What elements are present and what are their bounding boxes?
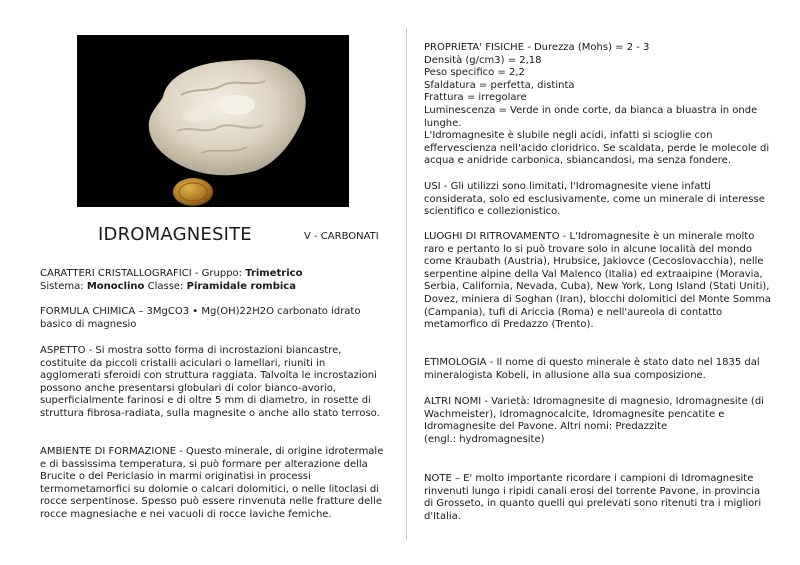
altri-nomi-english: (engl.: hydromagnesite) [424, 433, 545, 445]
altri-nomi-text: ALTRI NOMI - Varietà: Idromagnesite di magnesio, Idromagnesite (di Wachmeister), Idromagnocalcite, Idromagnesite pencatite e Idromagnesite del Pavone. Altri nomi: Predazzite [424, 396, 764, 433]
proprieta-line: Luminescenza = Verde in onde corte, da bianca a bluastra in onde lunghe. [424, 104, 758, 129]
mineral-photo [77, 35, 349, 207]
class-label: Classe: [144, 280, 187, 292]
proprieta-line: L'Idromagnesite è slubile negli acidi, infatti si scioglie con effervescienza nell'acido cloridrico. Se scaldata, perde le molecole di acqua e anidride carbonica, sbiancandosi, ma senza fondere. [424, 130, 770, 167]
etimologia-section: ETIMOLOGIA - Il nome di questo minerale è stato dato nel 1835 dal mineralogista Kobeli, in allusione alla sua composizione. [424, 357, 760, 381]
proprieta-line: Peso specifico = 2,2 [424, 67, 525, 79]
proprieta-line: PROPRIETA' FISICHE - Durezza (Mohs) = 2 - 3 [424, 42, 650, 53]
altri-nomi-section [424, 396, 772, 446]
title-row [40, 225, 388, 247]
ambiente-section: AMBIENTE DI FORMAZIONE - Questo minerale, di origine idrotermale e di bassissima temperatura, si può formare per alterazione della Brucite o del Periclasio in marmi originatisi in processi termometamorfici su dolomie o calcari dolomitici, o nelle litoclasi di rocce serpentinose. Spesso può essere rinvenuta nelle fratture delle rocce magnesiache e nei vacuoli di rocce laviche femiche. [40, 446, 384, 520]
usi-section: USI - Gli utilizzi sono limitati, l'Idromagnesite viene infatti considerata, solo ed esclusivamente, come un minerale di interesse scientifico e collezionistico. [424, 181, 765, 218]
aspetto-section: ASPETTO - Si mostra sotto forma di incrostazioni biancastre, costituite da piccoli cristalli aciculari o lamellari, riuniti in agglomerati sferoidi con struttura raggiata. Talvolta le incrostazioni possono anche presentarsi globulari di color bianco-avorio, superficialmente farinosi e di oltre 5 mm di diametro, in rosette di struttura fibrosa-radiata, sulla magnesite o anche allo stato terroso. [40, 345, 380, 419]
crystal-system: Monoclino [86, 280, 145, 292]
proprieta-line: Densità (g/cm3) = 2,18 [424, 54, 542, 66]
crystal-class: Piramidale rombica [186, 280, 296, 292]
system-label: Sistema: [40, 280, 87, 292]
crystal-group: Trimetrico [245, 268, 303, 279]
chemical-formula: FORMULA CHIMICA – 3MgCO3 • Mg(OH)22H2O carbonato idrato basico di magnesio [40, 306, 361, 330]
crystal-label: CARATTERI CRISTALLOGRAFICI - Gruppo: [40, 268, 246, 279]
mineral-classification: V - CARBONATI [304, 231, 379, 242]
proprieta-line: Frattura = irregolare [424, 92, 527, 104]
column-divider [406, 28, 407, 540]
note-section: NOTE – E' molto importante ricordare i campioni di Idromagnesite rinvenuti lungo i ripidi canali erosi del torrente Pavone, in provincia di Grosseto, in quanto quelli qui prelevati sono ritenuti tra i migliori d'Italia. [424, 473, 762, 522]
proprieta-line: Sfaldatura = perfetta, distinta [424, 79, 575, 91]
proprieta-section [424, 42, 772, 168]
mineral-title: IDROMAGNESITE [98, 224, 252, 245]
crystal-characteristics [40, 268, 388, 293]
luoghi-section: LUOGHI DI RITROVAMENTO - L'Idromagnesite è un minerale molto raro e pertanto lo si può trovare solo in alcune località del mondo come Kraubath (Austria), Hrubsice, Jakiovce (Cecoslovacchia), nelle serpentine alpine della Val Malenco (Italia) ed extraaipine (Moravia, Serbia, California, Nevada, Cuba), New York, Long Island (Stati Uniti), Dovez, miniera di Soghan (Iran), blocchi dolomitici del Monte Somma (Campania), tufi di Ariccia (Roma) e nell'aureola di contatto metamorfico di Predazzo (Trento). [424, 231, 771, 331]
mineral-specimen-image [77, 35, 349, 207]
